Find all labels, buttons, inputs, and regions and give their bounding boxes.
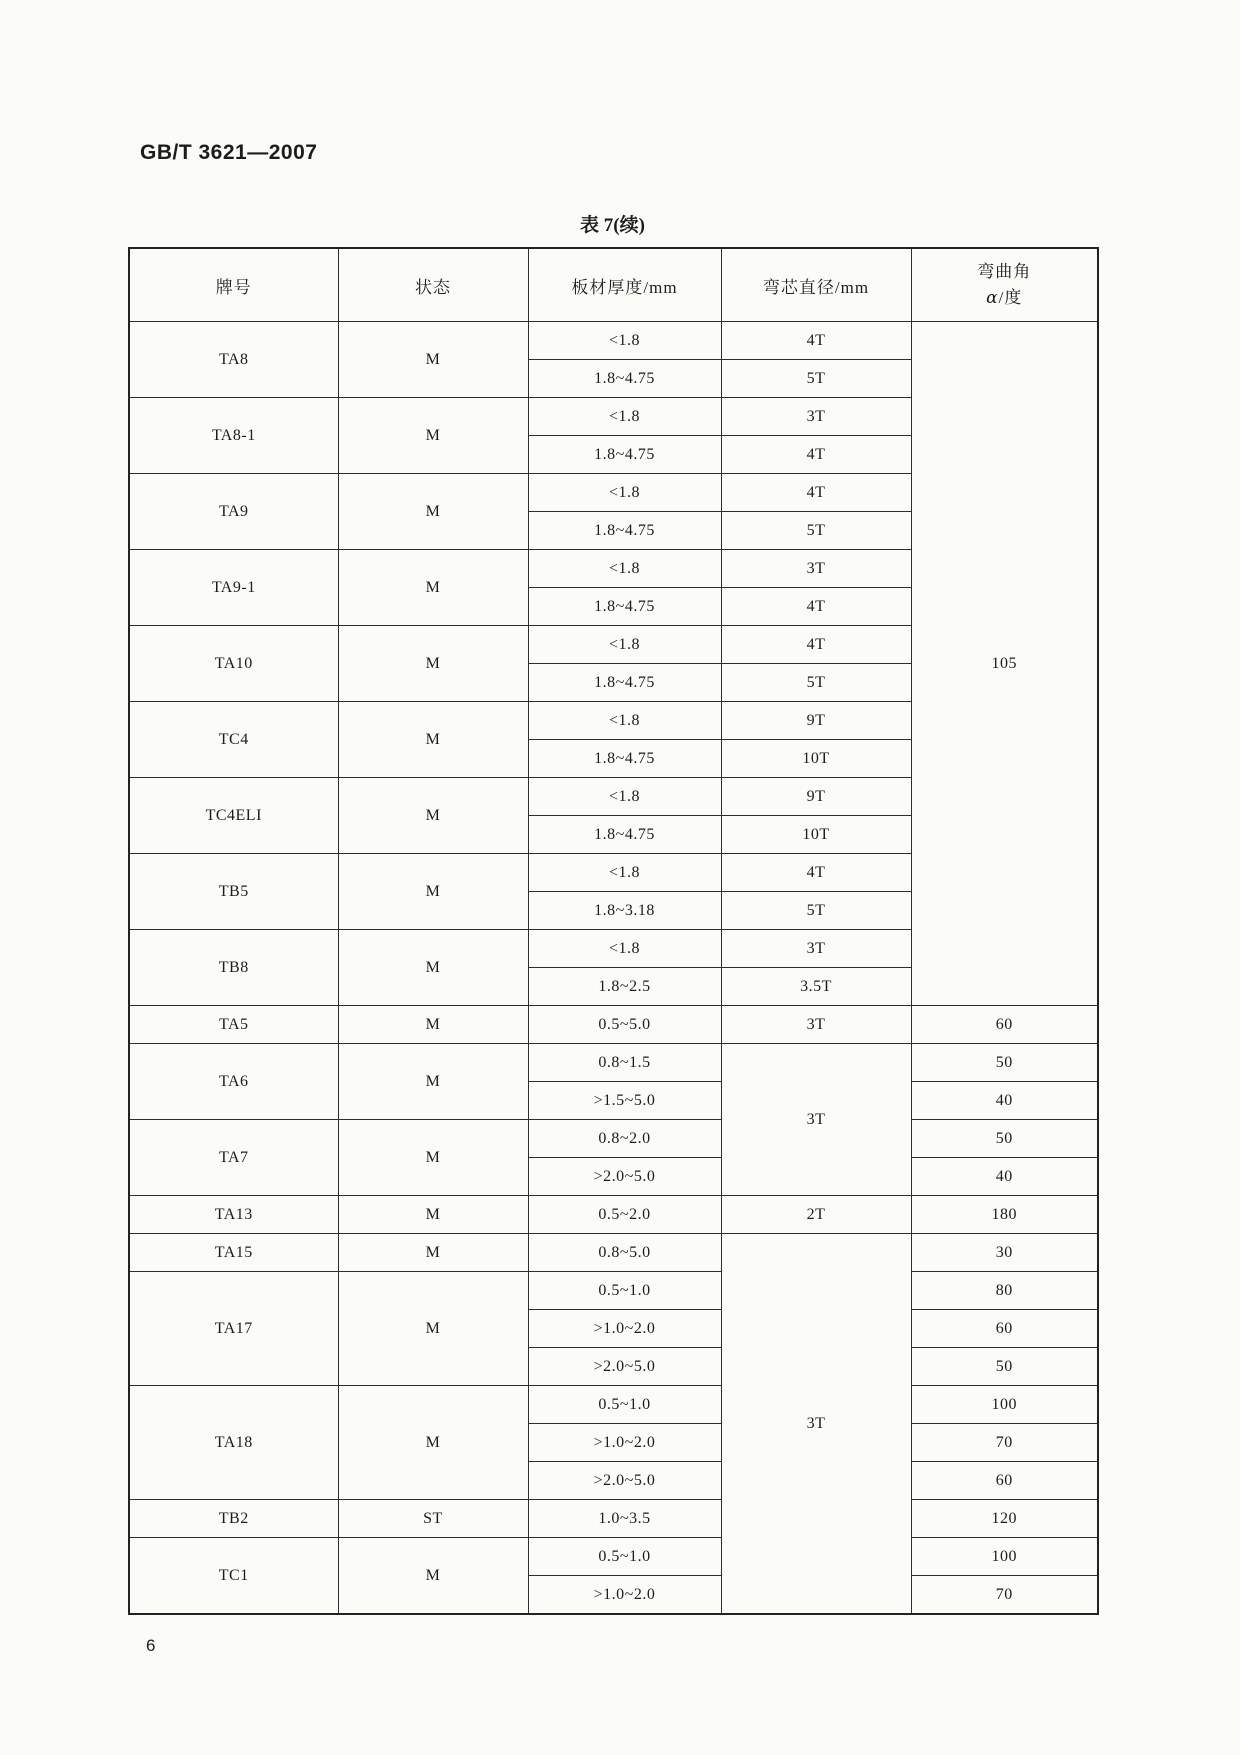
grade-cell: TA8 (129, 322, 338, 398)
page-number: 6 (146, 1636, 156, 1655)
core-dia-cell: 4T (721, 588, 911, 626)
thickness-cell: <1.8 (528, 930, 721, 968)
table-row (129, 1234, 1098, 1272)
core-dia-cell: 3T (721, 1234, 911, 1615)
thickness-cell: >2.0~5.0 (528, 1348, 721, 1386)
grade-cell: TA17 (129, 1272, 338, 1386)
table-row (129, 1538, 1098, 1576)
core-dia-cell: 3T (721, 930, 911, 968)
state-cell: M (338, 1272, 528, 1386)
core-dia-cell: 4T (721, 626, 911, 664)
core-dia-cell: 5T (721, 360, 911, 398)
angle-cell: 80 (911, 1272, 1098, 1310)
header-bend-angle (911, 248, 1098, 322)
core-dia-cell: 4T (721, 322, 911, 360)
angle-cell: 120 (911, 1500, 1098, 1538)
grade-cell: TA8-1 (129, 398, 338, 474)
grade-cell: TB8 (129, 930, 338, 1006)
grade-cell: TA7 (129, 1120, 338, 1196)
core-dia-cell: 5T (721, 512, 911, 550)
grade-cell: TA5 (129, 1006, 338, 1044)
state-cell: M (338, 1006, 528, 1044)
thickness-cell: 0.5~5.0 (528, 1006, 721, 1044)
core-dia-cell: 3T (721, 550, 911, 588)
thickness-cell: 1.8~4.75 (528, 588, 721, 626)
thickness-cell: 0.8~1.5 (528, 1044, 721, 1082)
thickness-cell: 1.8~3.18 (528, 892, 721, 930)
thickness-cell: 1.8~4.75 (528, 360, 721, 398)
thickness-cell: <1.8 (528, 398, 721, 436)
state-cell: M (338, 930, 528, 1006)
thickness-cell: <1.8 (528, 778, 721, 816)
table-row (129, 1196, 1098, 1234)
grade-cell: TA10 (129, 626, 338, 702)
state-cell: M (338, 626, 528, 702)
grade-cell: TC4ELI (129, 778, 338, 854)
core-dia-cell: 4T (721, 474, 911, 512)
thickness-cell: 1.8~2.5 (528, 968, 721, 1006)
table-title: 表 7(续) (580, 215, 645, 236)
angle-cell: 105 (911, 322, 1098, 1006)
thickness-cell: 0.8~2.0 (528, 1120, 721, 1158)
thickness-cell: >1.0~2.0 (528, 1576, 721, 1615)
grade-cell: TB5 (129, 854, 338, 930)
core-dia-cell: 9T (721, 778, 911, 816)
grade-cell: TC4 (129, 702, 338, 778)
thickness-cell: 0.5~1.0 (528, 1538, 721, 1576)
thickness-cell: 0.8~5.0 (528, 1234, 721, 1272)
bend-test-table (128, 247, 1099, 1615)
angle-cell: 70 (911, 1424, 1098, 1462)
thickness-cell: 1.8~4.75 (528, 816, 721, 854)
thickness-cell: 0.5~1.0 (528, 1386, 721, 1424)
angle-cell: 100 (911, 1538, 1098, 1576)
state-cell: M (338, 1196, 528, 1234)
grade-cell: TB2 (129, 1500, 338, 1538)
grade-cell: TA6 (129, 1044, 338, 1120)
angle-cell: 100 (911, 1386, 1098, 1424)
core-dia-cell: 3.5T (721, 968, 911, 1006)
thickness-cell: 1.8~4.75 (528, 740, 721, 778)
state-cell: M (338, 1538, 528, 1615)
state-cell: M (338, 474, 528, 550)
thickness-cell: >1.0~2.0 (528, 1310, 721, 1348)
table-row (129, 1006, 1098, 1044)
state-cell: M (338, 1386, 528, 1500)
thickness-cell: <1.8 (528, 702, 721, 740)
angle-cell: 60 (911, 1310, 1098, 1348)
bend-angle-label: 弯曲角 (977, 261, 1032, 281)
angle-cell: 40 (911, 1082, 1098, 1120)
angle-cell: 180 (911, 1196, 1098, 1234)
thickness-cell: >1.5~5.0 (528, 1082, 721, 1120)
thickness-cell: 0.5~1.0 (528, 1272, 721, 1310)
angle-cell: 30 (911, 1234, 1098, 1272)
grade-cell: TA18 (129, 1386, 338, 1500)
angle-cell: 50 (911, 1120, 1098, 1158)
thickness-cell: <1.8 (528, 322, 721, 360)
thickness-cell: >2.0~5.0 (528, 1158, 721, 1196)
state-cell: M (338, 322, 528, 398)
header-grade: 牌号 (129, 248, 338, 322)
core-dia-cell: 2T (721, 1196, 911, 1234)
core-dia-cell: 4T (721, 854, 911, 892)
thickness-cell: >2.0~5.0 (528, 1462, 721, 1500)
core-dia-cell: 10T (721, 740, 911, 778)
state-cell: M (338, 778, 528, 854)
core-dia-cell: 5T (721, 892, 911, 930)
thickness-cell: 1.0~3.5 (528, 1500, 721, 1538)
thickness-cell: 1.8~4.75 (528, 664, 721, 702)
core-dia-cell: 3T (721, 1044, 911, 1196)
angle-cell: 60 (911, 1462, 1098, 1500)
core-dia-cell: 9T (721, 702, 911, 740)
thickness-cell: 0.5~2.0 (528, 1196, 721, 1234)
thickness-cell: >1.0~2.0 (528, 1424, 721, 1462)
grade-cell: TC1 (129, 1538, 338, 1615)
bend-angle-unit: α/度 (986, 288, 1023, 308)
state-cell: M (338, 1044, 528, 1120)
core-dia-cell: 3T (721, 1006, 911, 1044)
table-row (129, 1386, 1098, 1424)
core-dia-cell: 5T (721, 664, 911, 702)
angle-cell: 50 (911, 1348, 1098, 1386)
standard-reference: GB/T 3621—2007 (140, 141, 318, 164)
thickness-cell: 1.8~4.75 (528, 436, 721, 474)
angle-cell: 60 (911, 1006, 1098, 1044)
grade-cell: TA13 (129, 1196, 338, 1234)
table-row (129, 1500, 1098, 1538)
angle-cell: 40 (911, 1158, 1098, 1196)
header-row (129, 248, 1098, 322)
table-row (129, 1272, 1098, 1310)
table-row (129, 322, 1098, 360)
state-cell: M (338, 398, 528, 474)
thickness-cell: <1.8 (528, 550, 721, 588)
core-dia-cell: 3T (721, 398, 911, 436)
header-core-diameter: 弯芯直径/mm (721, 248, 911, 322)
header-thickness: 板材厚度/mm (528, 248, 721, 322)
grade-cell: TA15 (129, 1234, 338, 1272)
angle-cell: 50 (911, 1044, 1098, 1082)
state-cell: ST (338, 1500, 528, 1538)
grade-cell: TA9 (129, 474, 338, 550)
thickness-cell: 1.8~4.75 (528, 512, 721, 550)
state-cell: M (338, 702, 528, 778)
state-cell: M (338, 550, 528, 626)
grade-cell: TA9-1 (129, 550, 338, 626)
state-cell: M (338, 854, 528, 930)
table-row (129, 1120, 1098, 1158)
core-dia-cell: 4T (721, 436, 911, 474)
core-dia-cell: 10T (721, 816, 911, 854)
thickness-cell: <1.8 (528, 626, 721, 664)
header-state: 状态 (338, 248, 528, 322)
angle-cell: 70 (911, 1576, 1098, 1615)
table-row (129, 1044, 1098, 1082)
state-cell: M (338, 1234, 528, 1272)
thickness-cell: <1.8 (528, 854, 721, 892)
state-cell: M (338, 1120, 528, 1196)
thickness-cell: <1.8 (528, 474, 721, 512)
